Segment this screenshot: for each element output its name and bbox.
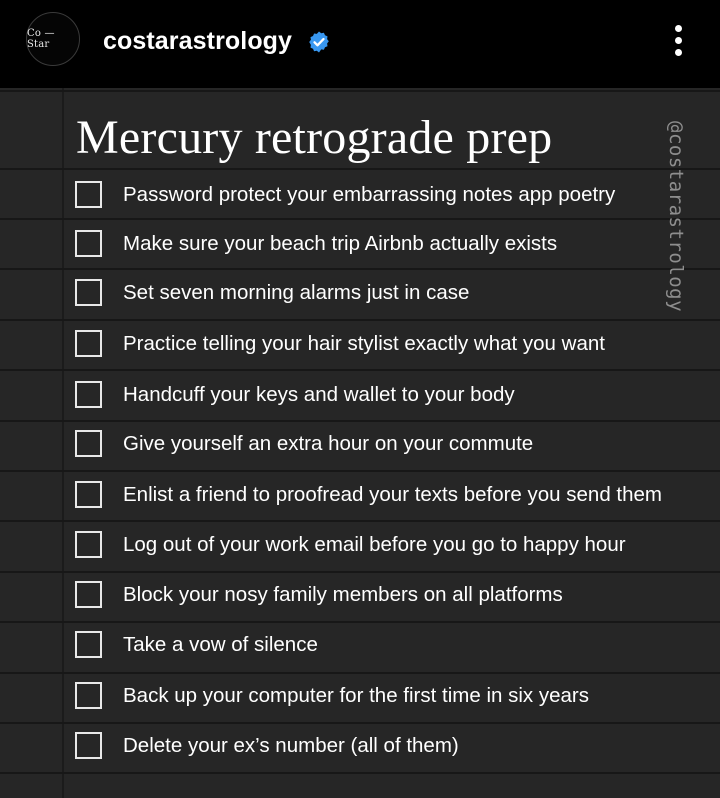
ruled-line	[0, 268, 720, 270]
ruled-line	[0, 772, 720, 774]
ruled-line	[0, 168, 720, 170]
avatar-text: Co — Star	[27, 28, 55, 50]
ruled-line	[0, 420, 720, 422]
ruled-line	[0, 520, 720, 522]
checkbox	[75, 230, 102, 257]
checklist-label: Enlist a friend to proofread your texts before you send them	[123, 483, 662, 506]
ruled-line	[0, 722, 720, 724]
checklist-label: Log out of your work email before you go to happy hour	[123, 533, 626, 556]
checkbox	[75, 581, 102, 608]
checkbox	[75, 531, 102, 558]
checkbox	[75, 279, 102, 306]
ruled-line	[0, 571, 720, 573]
avatar[interactable]	[26, 12, 80, 66]
checklist-label: Set seven morning alarms just in case	[123, 281, 470, 304]
checklist-label: Password protect your embarrassing notes app poetry	[123, 183, 616, 206]
notebook-margin-line	[62, 88, 64, 798]
ruled-line	[0, 319, 720, 321]
verified-badge-icon	[307, 30, 331, 54]
checkbox	[75, 682, 102, 709]
watermark: @costarastrology	[665, 121, 687, 313]
ruled-line	[0, 369, 720, 371]
checklist-label: Handcuff your keys and wallet to your body	[123, 383, 515, 406]
checklist-label: Give yourself an extra hour on your commute	[123, 432, 534, 455]
checklist-label: Delete your ex’s number (all of them)	[123, 734, 459, 757]
post-header	[0, 0, 720, 88]
ruled-line	[0, 621, 720, 623]
ruled-line	[0, 470, 720, 472]
checkbox	[75, 481, 102, 508]
checklist-label: Practice telling your hair stylist exactly what you want	[123, 332, 605, 355]
checkbox	[75, 330, 102, 357]
checkbox	[75, 732, 102, 759]
checkbox	[75, 631, 102, 658]
checkbox	[75, 381, 102, 408]
checkbox	[75, 181, 102, 208]
post-image	[0, 88, 720, 798]
ruled-line	[0, 218, 720, 220]
post-title: Mercury retrograde prep	[76, 111, 553, 164]
checklist-label: Take a vow of silence	[123, 633, 318, 656]
ruled-line	[0, 90, 720, 92]
username-link[interactable]: costarastrology	[103, 27, 293, 55]
checklist-label: Back up your computer for the first time in six years	[123, 684, 589, 707]
checklist-label: Make sure your beach trip Airbnb actually exists	[123, 232, 558, 255]
checklist-label: Block your nosy family members on all platforms	[123, 583, 563, 606]
more-options-icon[interactable]	[664, 20, 694, 60]
checkbox	[75, 430, 102, 457]
ruled-line	[0, 672, 720, 674]
